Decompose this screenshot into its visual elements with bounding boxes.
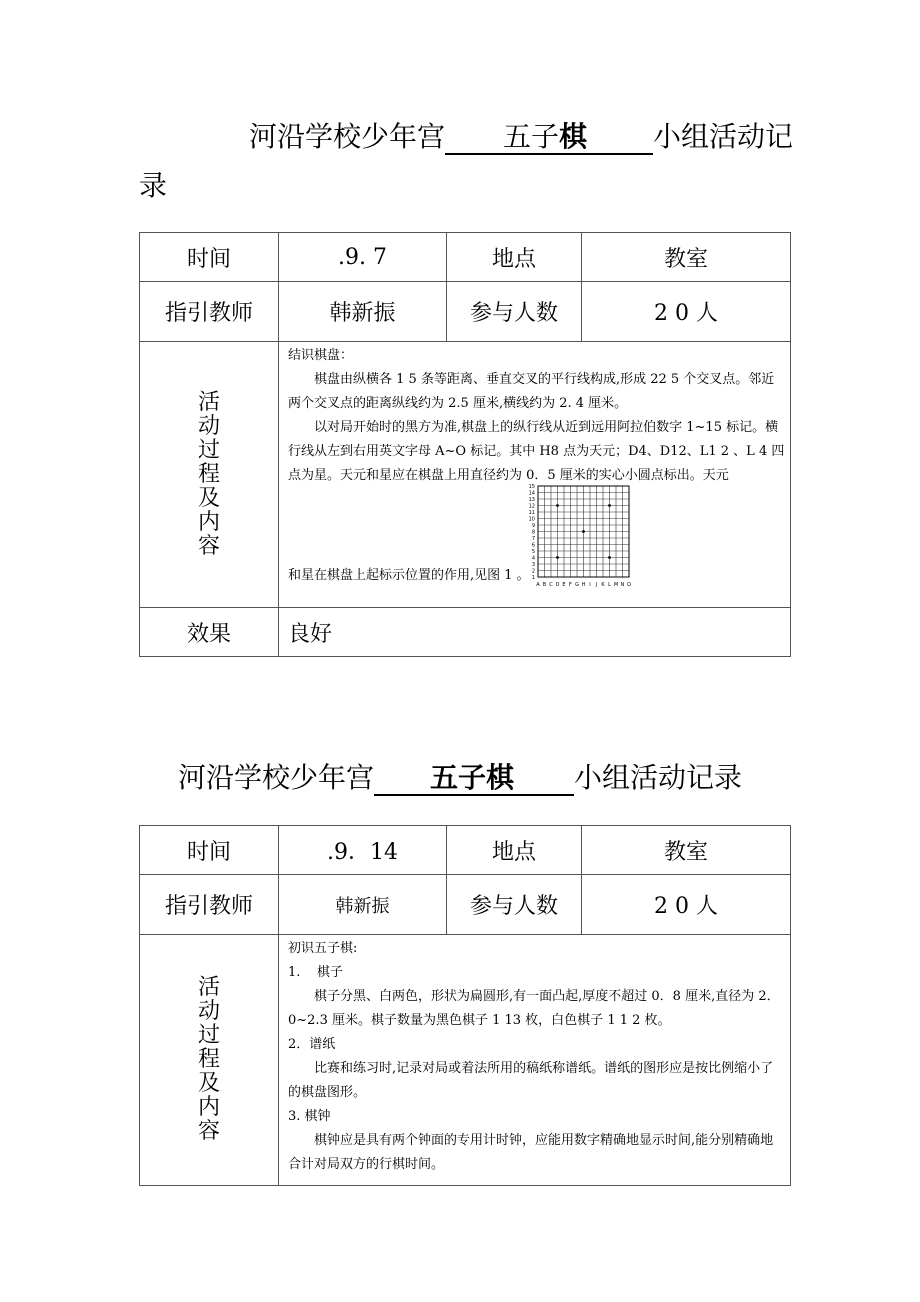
- count-value: 2 0 人: [582, 282, 791, 342]
- board-col-letter: M: [613, 582, 619, 588]
- board-col-letter: D: [555, 582, 560, 588]
- effect-label: 效果: [140, 608, 279, 657]
- board-star-point: [582, 530, 585, 533]
- process-label-char: 动: [197, 413, 220, 439]
- process-label-char: 及: [197, 1071, 220, 1096]
- board-row-number: 15: [528, 484, 535, 490]
- board-star-point: [556, 504, 559, 507]
- item-title: 3. 棋钟: [288, 1109, 331, 1124]
- process-label-char: 活: [197, 975, 220, 1000]
- teacher-value: 韩新振: [279, 875, 447, 935]
- board-row-number: 12: [528, 503, 535, 510]
- time-label: 时间: [140, 826, 279, 875]
- board-figure: [288, 482, 786, 594]
- item-text: 比赛和练习时,记录对局或着法所用的稿纸称谱纸。谱纸的图形应是按比例缩小了的棋盘图形。: [288, 1061, 774, 1100]
- place-label: 地点: [447, 233, 582, 282]
- board-row-number: 4: [531, 555, 535, 562]
- board-col-letter: I: [589, 582, 591, 588]
- process-label-char: 内: [197, 509, 220, 535]
- time-value: .9. 7: [279, 233, 447, 282]
- record2-table: [139, 825, 791, 1186]
- board-row-number: 3: [531, 562, 535, 568]
- record1-title-prefix: 河沿学校少年宫: [249, 120, 446, 153]
- process-label-char: 容: [197, 1119, 220, 1144]
- content-heading: 初识五子棋:: [288, 941, 358, 956]
- record2-title-suffix: 小组活动记录: [574, 761, 743, 794]
- process-label: [140, 342, 279, 608]
- record1-title-subject-plain: 五子: [503, 120, 560, 153]
- process-label-char: 活: [197, 389, 220, 415]
- process-label: [140, 935, 279, 1186]
- record1-title: [249, 117, 793, 157]
- board-col-letter: E: [562, 582, 566, 588]
- count-label: 参与人数: [447, 282, 582, 342]
- content-heading: 结识棋盘：: [288, 348, 354, 363]
- board-row-number: 14: [528, 490, 535, 497]
- process-label-char: 内: [197, 1095, 220, 1120]
- process-label-char: 及: [197, 485, 220, 511]
- board-row-number: 13: [528, 497, 535, 503]
- board-col-letter: O: [627, 582, 631, 588]
- board-star-point: [608, 504, 611, 507]
- effect-value: 良好: [279, 608, 791, 657]
- board-col-letter: A: [536, 582, 540, 588]
- process-label-char: 容: [197, 533, 220, 559]
- count-value: 2 0 人: [582, 875, 791, 935]
- record1-title-subject-bold: 棋: [559, 120, 588, 153]
- process-content: [279, 342, 791, 608]
- process-label-char: 动: [197, 999, 220, 1024]
- record1-title-wrap: 录: [139, 169, 168, 202]
- board-row-number: 8: [531, 529, 535, 536]
- item-title: 2．谱纸: [288, 1037, 336, 1052]
- process-label-char: 程: [197, 461, 220, 487]
- board-row-number: 9: [531, 523, 535, 529]
- record2-title-prefix: 河沿学校少年宫: [178, 761, 375, 794]
- board-col-letter: N: [620, 582, 625, 588]
- record1-title-subject: [445, 121, 653, 155]
- record1-table: [139, 232, 791, 657]
- board-star-point: [608, 556, 611, 559]
- board-col-letter: G: [575, 582, 579, 588]
- board-col-letter: K: [601, 582, 605, 588]
- record2-title: [178, 758, 742, 798]
- board-col-letter: C: [549, 582, 553, 588]
- content-paragraph: 以对局开始时的黑方为准,棋盘上的纵行线从近到远用阿拉伯数字 1~15 标记。横行线从左到右用英文字母 A~O 标记。其中 H8 点为天元；D4、D12、L1 2 、L 4 四点为星。天元和星应在棋盘上用直径约为 0．5 厘米的实心小圆点标出。天元: [288, 420, 785, 483]
- place-label: 地点: [447, 826, 582, 875]
- board-row-number: 10: [528, 516, 535, 523]
- board-star-point: [556, 556, 559, 559]
- board-row-number: 2: [531, 568, 535, 575]
- item-text: 棋子分黑、白两色，形状为扁圆形,有一面凸起,厚度不超过 0．8 厘米,直径为 2．0~2.3 厘米。棋子数量为黑色棋子 1 13 枚，白色棋子 1 1 2 枚。: [288, 989, 780, 1028]
- process-content: [279, 935, 791, 1186]
- board-col-letter: H: [581, 582, 586, 588]
- record2-title-subject: [374, 762, 574, 796]
- teacher-label: 指引教师: [140, 875, 279, 935]
- process-label-char: 程: [197, 1047, 220, 1072]
- content-paragraph: 棋盘由纵横各 1 5 条等距离、垂直交叉的平行线构成,形成 22 5 个交叉点。邻近两个交叉点的距离纵线约为 2.5 厘米,横线约为 2. 4 厘米。: [288, 372, 775, 411]
- board-row-number: 1: [531, 575, 535, 581]
- count-label: 参与人数: [447, 875, 582, 935]
- teacher-value: 韩新振: [279, 282, 447, 342]
- board-row-number: 7: [531, 536, 535, 542]
- place-value: 教室: [582, 233, 791, 282]
- time-label: 时间: [140, 233, 279, 282]
- board-col-letter: F: [569, 582, 572, 588]
- board-col-letter: L: [608, 582, 611, 588]
- process-label-char: 过: [197, 1023, 220, 1048]
- go-board-diagram: [524, 482, 636, 590]
- content-paragraph: 和星在棋盘上起标示位置的作用,见图 1 。: [288, 568, 530, 583]
- board-row-number: 11: [528, 510, 535, 516]
- item-text: 棋钟应是具有两个钟面的专用计时钟，应能用数字精确地显示时间,能分别精确地合计对局双方的行棋时间。: [288, 1133, 774, 1172]
- process-label-char: 过: [197, 437, 220, 463]
- board-col-letter: B: [542, 582, 547, 588]
- board-row-number: 6: [531, 542, 535, 549]
- time-value: .9．14: [279, 826, 447, 875]
- board-col-letter: J: [595, 582, 598, 588]
- record1-title-suffix: 小组活动记: [653, 120, 794, 153]
- place-value: 教室: [582, 826, 791, 875]
- board-row-number: 5: [531, 549, 535, 555]
- item-title: 1. 棋子: [288, 965, 343, 980]
- teacher-label: 指引教师: [140, 282, 279, 342]
- record2-title-subject-text: 五子棋: [430, 761, 515, 794]
